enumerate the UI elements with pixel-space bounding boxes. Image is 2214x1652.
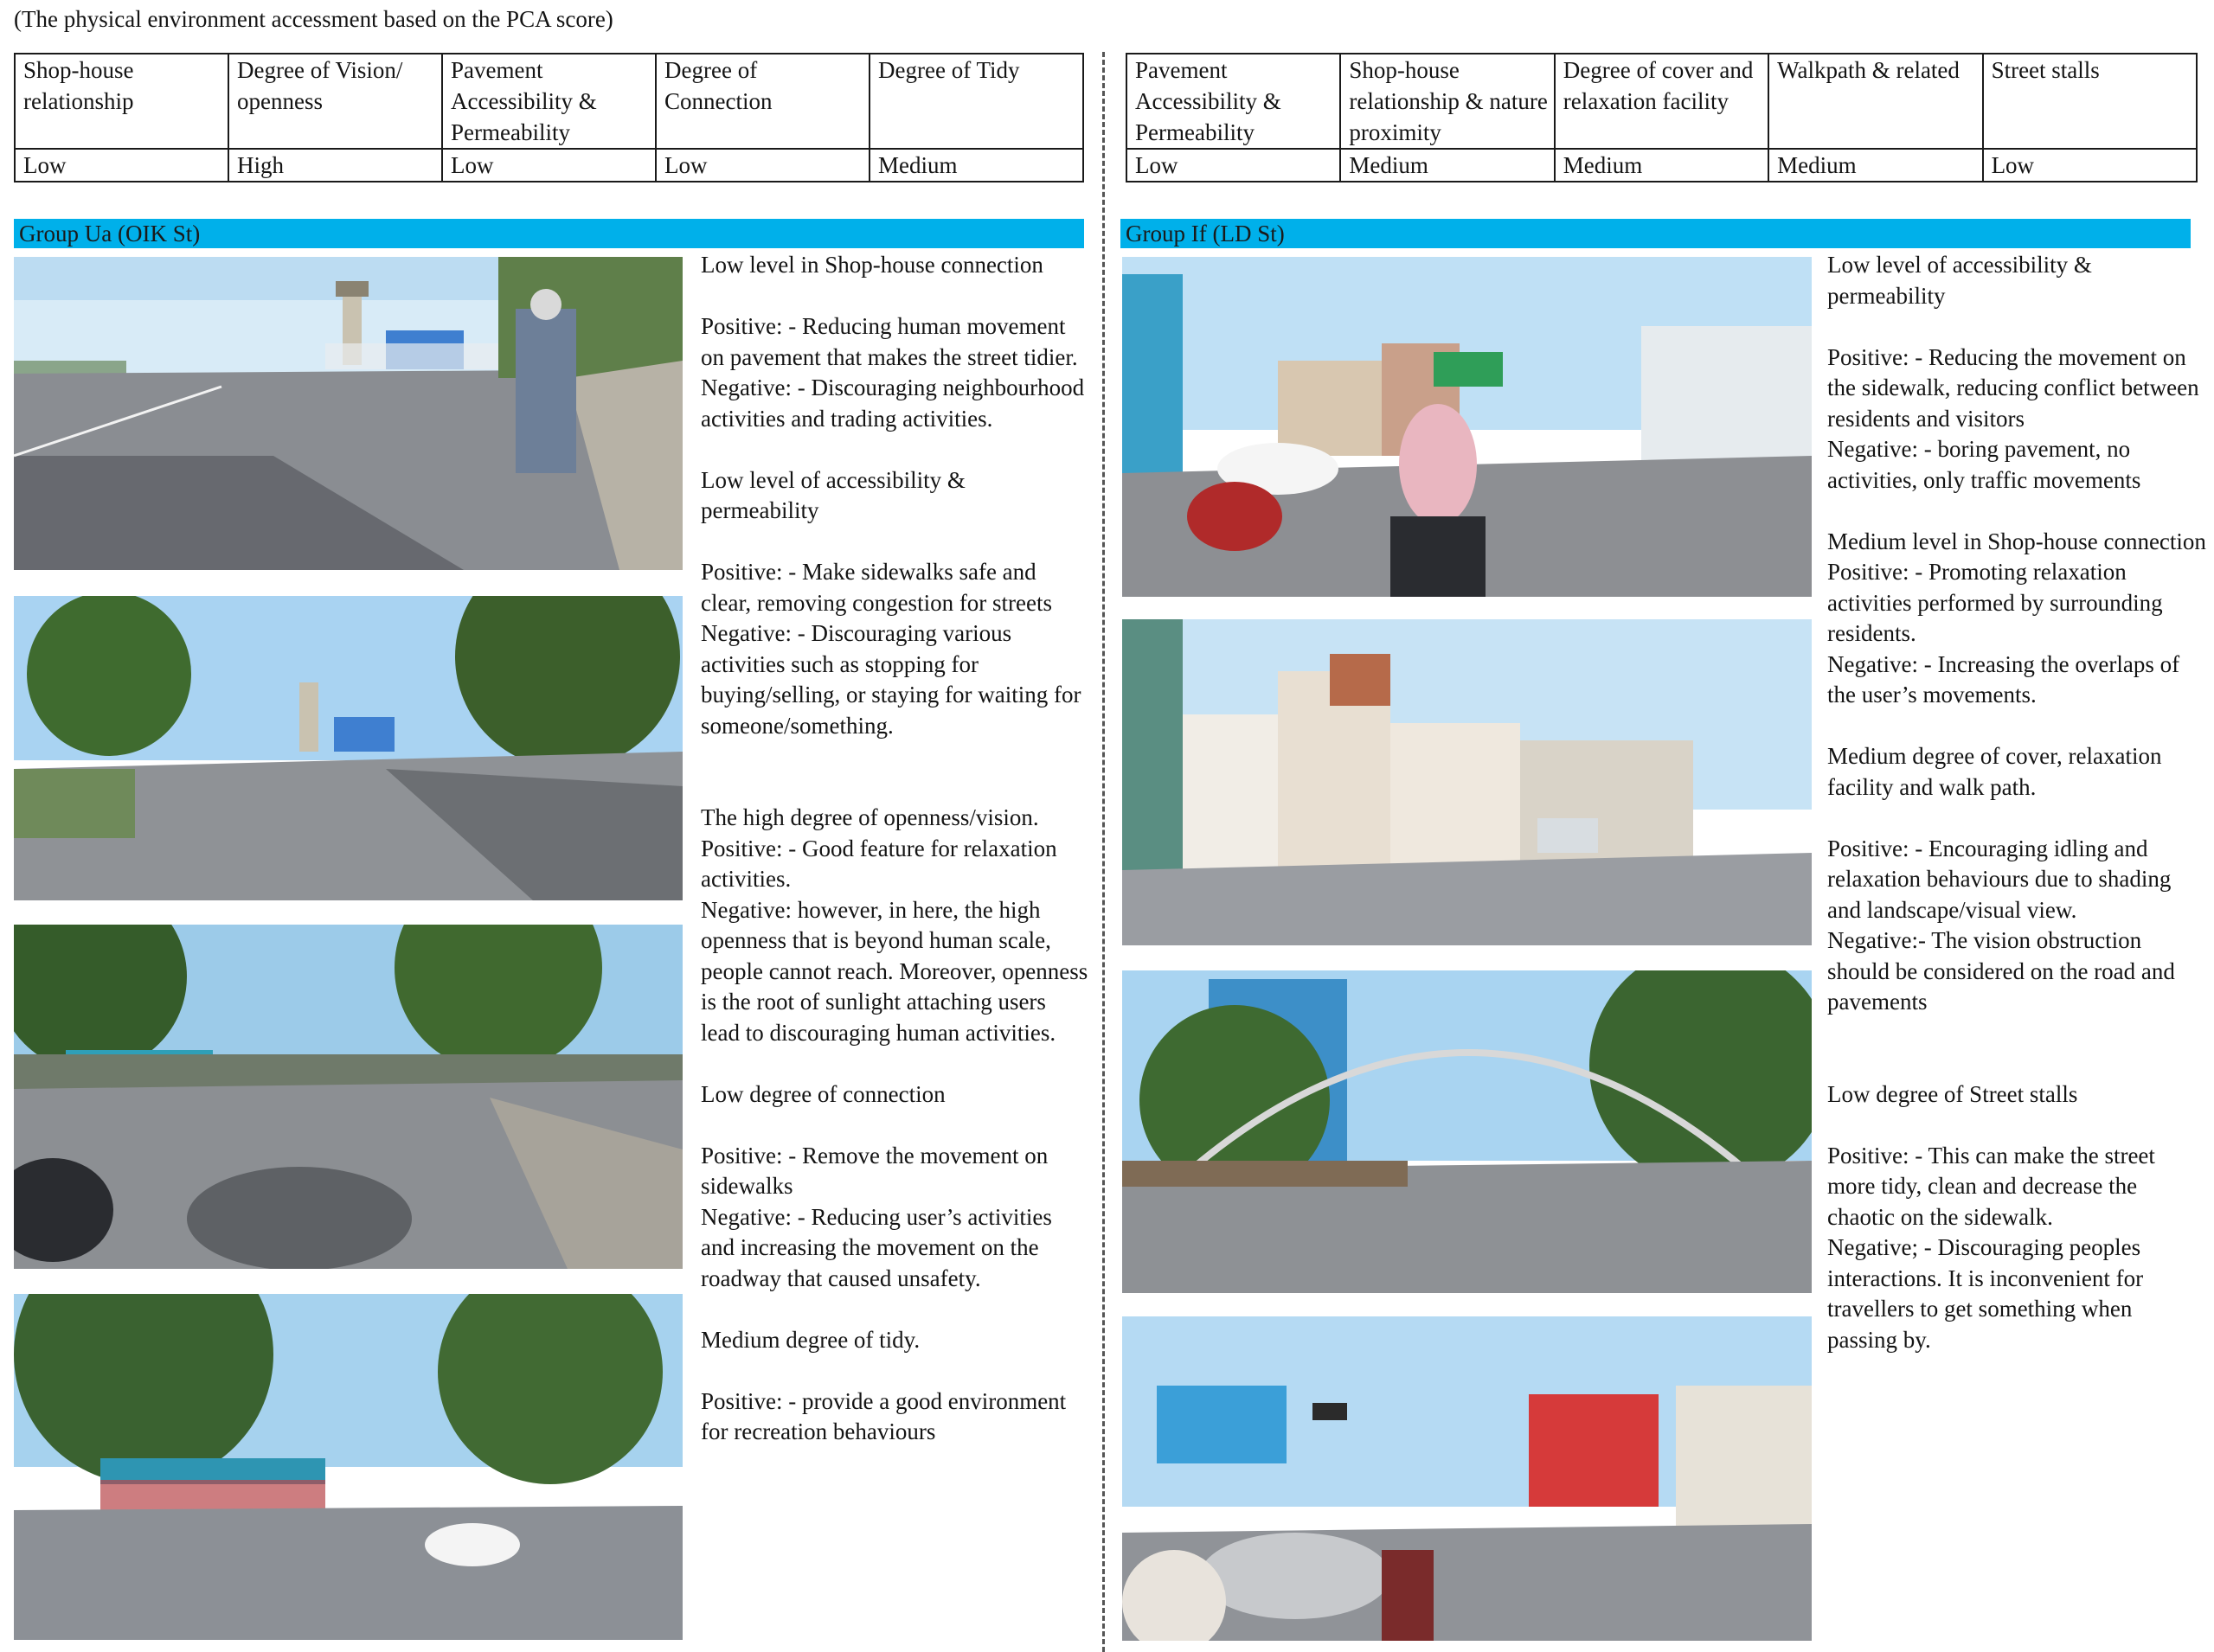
table-value-cell: High	[228, 149, 442, 182]
table-value-cell: Low	[15, 149, 228, 182]
text-paragraph: Medium degree of cover, relaxation facility and walk path.	[1827, 743, 2162, 800]
table-value-cell: Low	[1126, 149, 1340, 182]
table-value-cell: Medium	[1555, 149, 1768, 182]
text-paragraph: Negative:- The vision obstruction should be considered on the road and pavements	[1827, 927, 2175, 1015]
street-photo-2	[14, 596, 683, 900]
street-photo-3	[14, 925, 683, 1269]
text-paragraph: Negative: - boring pavement, no activities, only traffic movements	[1827, 436, 2141, 493]
paragraph-spacer	[701, 1048, 1088, 1079]
text-paragraph: Medium level in Shop-house connection	[1827, 528, 2206, 554]
paragraph-spacer	[701, 1110, 1088, 1141]
text-paragraph: Positive: - Reducing human movement on pavement that makes the street tidier.	[701, 313, 1078, 370]
paragraph-spacer	[1827, 1110, 2208, 1141]
text-paragraph: Positive: - Encouraging idling and relaxation behaviours due to shading and landscape/visual view.	[1827, 835, 2172, 923]
street-photo-4	[14, 1294, 683, 1640]
text-paragraph: Positive: - Good feature for relaxation activities.	[701, 835, 1057, 892]
left-score-table	[14, 53, 1084, 182]
text-paragraph: Low level of accessibility & permeability	[701, 466, 966, 523]
table-value-cell: Medium	[1340, 149, 1554, 182]
text-paragraph: Positive: - Make sidewalks safe and clear, removing congestion for streets	[701, 559, 1053, 616]
table-header-cell: Degree of Connection	[656, 54, 870, 149]
paragraph-spacer	[701, 281, 1088, 312]
paragraph-spacer	[1827, 1048, 2208, 1079]
table-header-cell: Pavement Accessibility & Permeability	[442, 54, 656, 149]
table-header-cell: Street stalls	[1983, 54, 2197, 149]
table-header-row	[1126, 54, 2197, 149]
table-header-cell: Shop-house relationship	[15, 54, 228, 149]
table-value-cell: Medium	[1768, 149, 1982, 182]
text-paragraph: Negative: however, in here, the high openness that is beyond human scale, people cannot reach. Moreover, openness is the root of sunlight attaching users lead to discouraging human activities.	[701, 896, 1088, 1046]
text-paragraph: The high degree of openness/vision.	[701, 804, 1039, 830]
table-header-cell: Degree of cover and relaxation facility	[1555, 54, 1768, 149]
text-paragraph: Negative: - Discouraging neighbourhood activities and trading activities.	[701, 375, 1085, 432]
table-value-row	[1126, 149, 2197, 182]
text-paragraph: Low level of accessibility & permeability	[1827, 252, 2092, 309]
text-paragraph: Positive: - This can make the street more tidy, clean and decrease the chaotic on the sidewalk.	[1827, 1142, 2155, 1230]
table-header-cell: Degree of Vision/ openness	[228, 54, 442, 149]
text-paragraph: Positive: - Remove the movement on sidewalks	[701, 1142, 1049, 1199]
table-header-row	[15, 54, 1083, 149]
text-paragraph: Negative: - Increasing the overlaps of the user’s movements.	[1827, 650, 2180, 708]
right-score-table	[1126, 53, 2198, 182]
table-header-cell: Pavement Accessibility & Permeability	[1126, 54, 1340, 149]
group-if-heading: Group If (LD St)	[1120, 219, 2191, 248]
paragraph-spacer	[701, 741, 1088, 772]
paragraph-spacer	[701, 772, 1088, 804]
figure-caption: (The physical environment accessment based on the PCA score)	[14, 6, 613, 32]
table-header-cell: Degree of Tidy	[870, 54, 1083, 149]
table-value-cell: Low	[656, 149, 870, 182]
text-paragraph: Negative: - Reducing user’s activities and increasing the movement on the roadway that caused unsafety.	[701, 1203, 1052, 1291]
text-paragraph: Negative: - Discouraging various activities such as stopping for buying/selling, or staying for waiting for someone/something.	[701, 620, 1081, 739]
column-divider	[1102, 52, 1105, 1652]
paragraph-spacer	[1827, 1018, 2208, 1049]
group-ua-heading: Group Ua (OIK St)	[14, 219, 1084, 248]
paragraph-spacer	[701, 1294, 1088, 1325]
text-paragraph: Positive: - provide a good environment for recreation behaviours	[701, 1387, 1067, 1444]
street-photo-6	[1122, 619, 1812, 945]
table-value-row	[15, 149, 1083, 182]
street-photo-8	[1122, 1316, 1812, 1641]
table-value-cell: Medium	[870, 149, 1083, 182]
text-paragraph: Low degree of Street stalls	[1827, 1080, 2078, 1107]
text-paragraph: Low degree of connection	[701, 1080, 946, 1107]
street-photo-5	[1122, 257, 1812, 597]
paragraph-spacer	[701, 434, 1088, 465]
table-header-cell: Walkpath & related	[1768, 54, 1982, 149]
group-if-description	[1827, 250, 2208, 1355]
paragraph-spacer	[701, 527, 1088, 558]
paragraph-spacer	[1827, 496, 2208, 527]
street-photo-7	[1122, 970, 1812, 1293]
group-ua-description	[701, 250, 1088, 1448]
table-header-cell: Shop-house relationship & nature proximity	[1340, 54, 1554, 149]
table-value-cell: Low	[1983, 149, 2197, 182]
table-value-cell: Low	[442, 149, 656, 182]
text-paragraph: Negative; - Discouraging peoples interactions. It is inconvenient for travellers to get something when passing by.	[1827, 1234, 2144, 1353]
paragraph-spacer	[1827, 311, 2208, 343]
text-paragraph: Positive: - Promoting relaxation activities performed by surrounding residents.	[1827, 559, 2163, 646]
text-paragraph: Positive: - Reducing the movement on the sidewalk, reducing conflict between residents and visitors	[1827, 343, 2199, 432]
paragraph-spacer	[1827, 711, 2208, 742]
text-paragraph: Low level in Shop-house connection	[701, 252, 1043, 278]
paragraph-spacer	[1827, 803, 2208, 834]
text-paragraph: Medium degree of tidy.	[701, 1326, 921, 1353]
street-photo-1	[14, 257, 683, 570]
paragraph-spacer	[701, 1355, 1088, 1386]
